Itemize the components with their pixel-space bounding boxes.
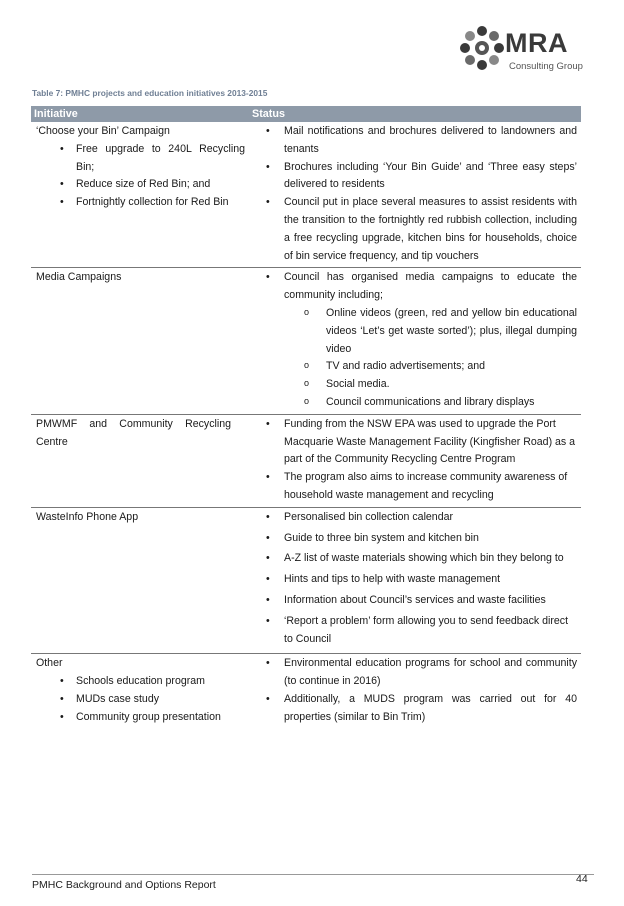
header-status: Status — [249, 106, 581, 122]
status-cell — [249, 414, 581, 507]
table-row — [31, 507, 581, 654]
initiative-title: Other — [36, 657, 63, 670]
initiatives-table — [31, 106, 581, 729]
status-text: Council has organised media campaigns to educate the community including; — [284, 271, 577, 302]
initiative-cell — [31, 414, 249, 507]
table-row — [31, 414, 581, 507]
sub-list-item: o TV and radio advertisements; and — [284, 358, 577, 376]
page-number: 44 — [576, 873, 588, 885]
sub-list-item: o Council communications and library displays — [284, 394, 577, 412]
list-item: • ‘Report a problem’ form allowing you to send feedback direct to Council — [254, 613, 577, 649]
status-cell — [249, 507, 581, 654]
logo-text: MRA — [505, 28, 568, 58]
list-item: • Additionally, a MUDS program was carried out for 40 properties (similar to Bin Trim) — [254, 691, 577, 727]
list-item: • Mail notifications and brochures delivered to landowners and tenants — [254, 123, 577, 159]
list-item: • Schools education program — [36, 673, 245, 691]
table-row — [31, 122, 581, 268]
sub-list-item: o Online videos (green, red and yellow bin educational videos ‘Let’s get waste sorted’); plus, illegal dumping video — [284, 305, 577, 358]
initiative-cell — [31, 122, 249, 268]
initiative-title: WasteInfo Phone App — [36, 510, 139, 523]
list-item: • A-Z list of waste materials showing which bin they belong to — [254, 550, 577, 568]
footer-divider — [32, 874, 594, 875]
header-initiative: Initiative — [31, 106, 249, 122]
status-cell — [249, 654, 581, 729]
list-item: • Free upgrade to 240L Recycling Bin; — [36, 141, 245, 177]
status-cell — [249, 122, 581, 268]
list-item: • Hints and tips to help with waste management — [254, 571, 577, 589]
list-item: • Fortnightly collection for Red Bin — [36, 194, 245, 212]
list-item: • Community group presentation — [36, 709, 245, 727]
initiative-cell — [31, 654, 249, 729]
table-caption: Table 7: PMHC projects and education initiatives 2013-2015 — [32, 88, 268, 98]
footer-title: PMHC Background and Options Report — [32, 879, 216, 891]
list-item: • Reduce size of Red Bin; and — [36, 176, 245, 194]
sub-list-item: o Social media. — [284, 376, 577, 394]
table-row — [31, 268, 581, 414]
initiative-cell — [31, 507, 249, 654]
initiative-cell — [31, 268, 249, 414]
initiative-title: PMWMF and Community Recycling Centre — [36, 417, 231, 448]
list-item: • Personalised bin collection calendar — [254, 509, 577, 527]
list-item: • Council put in place several measures to assist residents with the transition to the fortnightly red rubbish collection, including a free recycling upgrade, kitchen bins for households, choice of bin service frequency, and tip vouchers — [254, 194, 577, 265]
initiative-title: ‘Choose your Bin’ Campaign — [36, 125, 170, 137]
status-cell — [249, 268, 581, 414]
table-header-row — [31, 106, 581, 122]
list-item: • Brochures including ‘Your Bin Guide’ and ‘Three easy steps’ delivered to residents — [254, 159, 577, 195]
table-row — [31, 654, 581, 729]
list-item: • Funding from the NSW EPA was used to upgrade the Port Macquarie Waste Management Facility (Kingfisher Road) as a part of the Community Recycling Centre Program — [254, 416, 577, 469]
list-item: • The program also aims to increase community awareness of household waste management and recycling — [254, 469, 577, 505]
list-item: • Environmental education programs for school and community (to continue in 2016) — [254, 655, 577, 691]
initiative-title: Media Campaigns — [36, 271, 122, 284]
list-item: • MUDs case study — [36, 691, 245, 709]
list-item: • Information about Council’s services and waste facilities — [254, 592, 577, 610]
list-item: • Guide to three bin system and kitchen bin — [254, 530, 577, 548]
list-item — [254, 269, 577, 411]
logo-subtext: Consulting Group — [509, 61, 583, 72]
